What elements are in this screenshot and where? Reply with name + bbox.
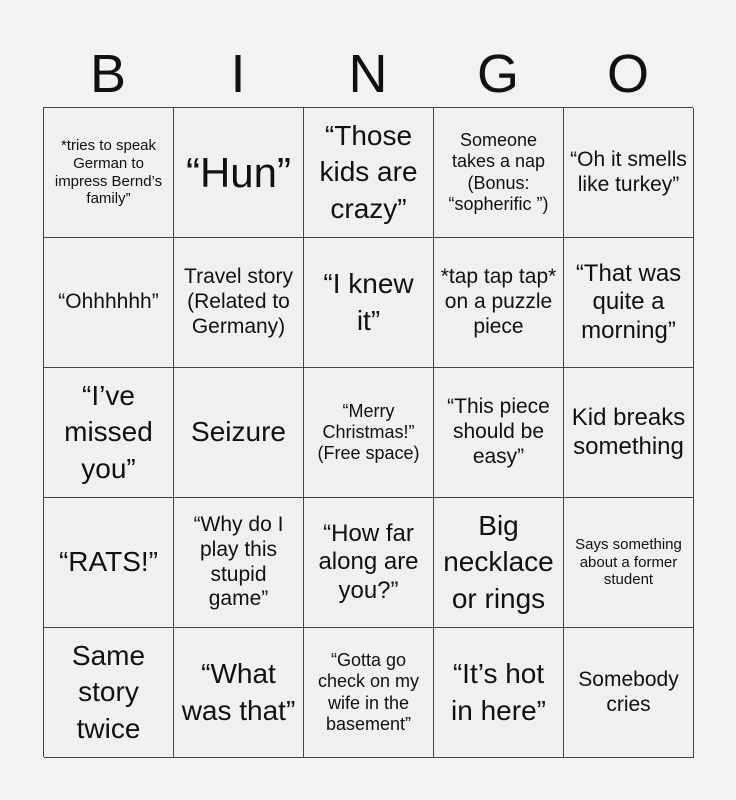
bingo-cell[interactable]: Someone takes a nap (Bonus: “sopherific ”) bbox=[434, 108, 564, 238]
bingo-header bbox=[43, 40, 693, 108]
header-letter-b: B bbox=[89, 44, 127, 104]
bingo-cell[interactable]: *tap tap tap* on a puzzle piece bbox=[434, 238, 564, 368]
header-letter-i: I bbox=[230, 44, 246, 104]
bingo-board bbox=[43, 107, 693, 757]
bingo-cell[interactable]: “That was quite a morning” bbox=[564, 238, 694, 368]
bingo-cell[interactable]: Seizure bbox=[174, 368, 304, 498]
bingo-cell[interactable]: Somebody cries bbox=[564, 628, 694, 758]
bingo-cell[interactable]: “Why do I play this stupid game” bbox=[174, 498, 304, 628]
header-letter-g: G bbox=[476, 44, 519, 104]
bingo-cell[interactable]: “Ohhhhhh” bbox=[44, 238, 174, 368]
bingo-cell[interactable]: Big necklace or rings bbox=[434, 498, 564, 628]
bingo-cell[interactable]: “I’ve missed you” bbox=[44, 368, 174, 498]
bingo-cell[interactable]: Says something about a former student bbox=[564, 498, 694, 628]
bingo-cell[interactable]: “Those kids are crazy” bbox=[304, 108, 434, 238]
bingo-cell[interactable]: “Gotta go check on my wife in the basement” bbox=[304, 628, 434, 758]
bingo-cell[interactable]: “Hun” bbox=[174, 108, 304, 238]
bingo-cell[interactable]: Travel story (Related to Germany) bbox=[174, 238, 304, 368]
header-letter-n: N bbox=[348, 44, 388, 104]
bingo-cell[interactable]: “It’s hot in here” bbox=[434, 628, 564, 758]
bingo-cell[interactable]: “RATS!” bbox=[44, 498, 174, 628]
bingo-cell[interactable]: “What was that” bbox=[174, 628, 304, 758]
bingo-cell-free-space[interactable]: “Merry Christmas!” (Free space) bbox=[304, 368, 434, 498]
bingo-cell[interactable]: Same story twice bbox=[44, 628, 174, 758]
bingo-cell[interactable]: “Oh it smells like turkey” bbox=[564, 108, 694, 238]
header-letter-o: O bbox=[606, 44, 649, 104]
bingo-cell[interactable]: “How far along are you?” bbox=[304, 498, 434, 628]
bingo-cell[interactable]: Kid breaks something bbox=[564, 368, 694, 498]
bingo-cell[interactable]: “I knew it” bbox=[304, 238, 434, 368]
bingo-cell[interactable]: “This piece should be easy” bbox=[434, 368, 564, 498]
bingo-cell[interactable]: *tries to speak German to impress Bernd’s family” bbox=[44, 108, 174, 238]
